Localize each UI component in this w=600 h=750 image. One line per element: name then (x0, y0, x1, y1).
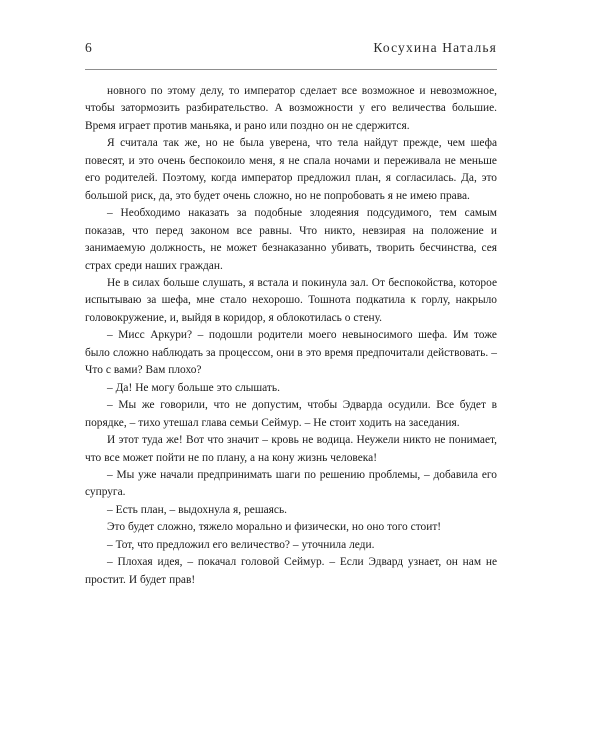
book-author-name: Косухина Наталья (373, 40, 497, 55)
body-paragraph: – Мы же говорили, что не допустим, чтобы Эдварда осудили. Все будет в порядке, – тихо утешал глава семьи Сеймур. – Не стоит ходить на заседания. (85, 399, 497, 429)
body-paragraph: – Да! Не могу больше это слышать. (107, 381, 280, 394)
page-number: 6 (85, 40, 92, 55)
body-paragraph: – Тот, что предложил его величество? – уточнила леди. (107, 538, 375, 551)
body-text (85, 83, 497, 589)
body-paragraph: – Есть план, – выдохнула я, решаясь. (107, 503, 288, 516)
body-paragraph: – Мисс Аркури? – подошли родители моего невыносимого шефа. Им тоже было сложно наблюдать за процессом, они в это время предпочитали действовать. – Что с вами? Вам плохо? (85, 329, 497, 377)
body-paragraph: Я считала так же, но не была уверена, что тела найдут прежде, чем шефа повесят, и это очень беспокоило меня, я не спала ночами и переживала не меньше его родителей. Поэтому, когда император предложил план, я согласилась. Да, это большой риск, да, это будет очень сложно, но не попробовать я не имею права. (85, 137, 497, 202)
body-paragraph: Не в силах больше слушать, я встала и покинула зал. От беспокойства, которое испытываю за шефа, мне стало нехорошо. Тошнота подкатила к горлу, накрыло головокружение, и, выйдя в коридор, я облокотилась о стену. (85, 276, 497, 324)
header-divider (85, 69, 497, 70)
body-paragraph: – Необходимо наказать за подобные злодеяния подсудимого, тем самым показав, что перед законом все равны. Что никто, невзирая на положение и занимаемую должность, не может безнаказанно убивать, творить бесчинства, сея страх среди наших граждан. (85, 207, 497, 272)
running-head (85, 40, 497, 56)
body-paragraph: Это будет сложно, тяжело морально и физически, но оно того стоит! (107, 521, 442, 534)
body-paragraph: – Мы уже начали предпринимать шаги по решению проблемы, – добавила его супруга. (85, 468, 497, 499)
body-paragraph: – Плохая идея, – покачал головой Сеймур. – Если Эдвард узнает, он нам не простит. И будет прав! (85, 556, 497, 586)
body-paragraph: И этот туда же! Вот что значит – кровь не водица. Неужели никто не понимает, что все может пойти не по плану, а на кону жизнь человека! (85, 434, 497, 464)
body-paragraph: новного по этому делу, то император сделает все возможное и невозможное, чтобы затормозить разбирательство. А возможности у его величества большие. Время играет против маньяка, и рано или поздно он не сдержится. (85, 85, 497, 132)
